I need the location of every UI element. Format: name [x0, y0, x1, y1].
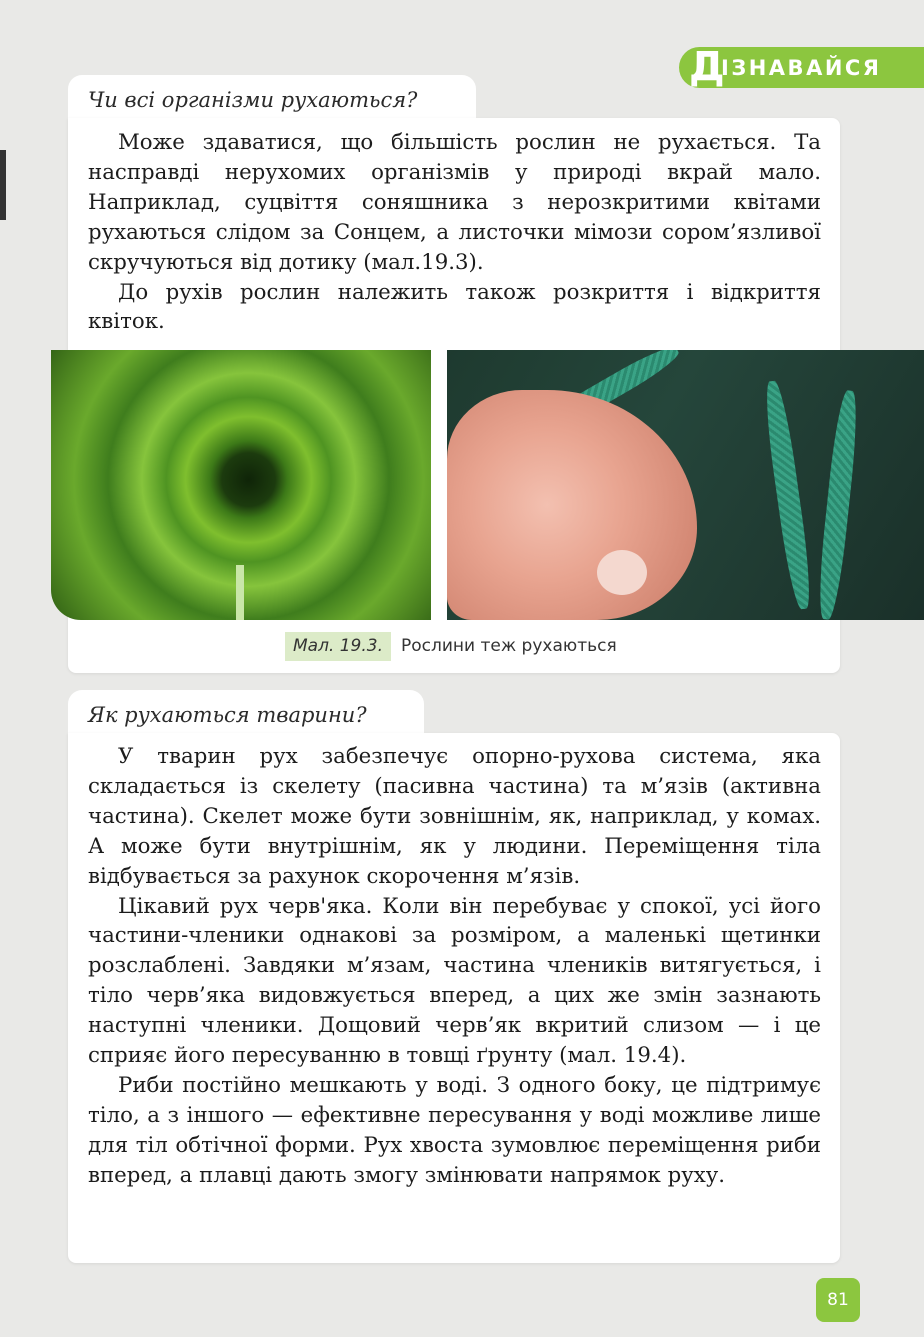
section-2-heading-tab — [68, 690, 424, 735]
section-2-paragraph: Цікавий рух черв'яка. Коли він перебуває у спокої, усі його частини-членики однакові за розміром, а маленькі щетинки розслаблені. Завдяки м’язам, частина члеників витягується, і тіло черв’яка видовжується вперед, а цих же змін зазнають наступні членики. Дощовий черв’як вкритий слизом — і це сприяє його пересуванню в товщі ґрунту (мал. 19.4). — [88, 893, 821, 1069]
sunflower-stem — [236, 565, 244, 620]
sunflower-photo — [51, 350, 431, 620]
section-1-heading-tab — [68, 75, 476, 120]
section-2-text — [88, 742, 821, 1191]
section-1-paragraph: До рухів рослин належить також розкриття і відкриття квіток. — [88, 279, 821, 335]
section-2-paragraph: У тварин рух забезпечує опорно-рухова система, яка складається із скелету (пасивна частина) та м’язів (активна частина). Скелет може бути зовнішнім, як, наприклад, у комах. А може бути внутрішнім, як у людини. Переміщення тіла відбувається за рахунок скорочення м’язів. — [88, 744, 821, 889]
hand — [447, 390, 697, 620]
section-1-text — [88, 128, 821, 337]
page-number: 81 — [816, 1278, 860, 1322]
badge-first-letter: Д — [689, 44, 725, 90]
figure-caption-text: Рослини теж рухаються — [401, 636, 617, 656]
thumbnail — [597, 550, 647, 595]
section-1-heading: Чи всі організми рухаються? — [88, 88, 418, 112]
mimosa-leaf — [761, 380, 815, 611]
section-2-heading: Як рухаються тварини? — [88, 703, 367, 727]
learn-badge — [679, 44, 924, 90]
mimosa-photo — [447, 350, 924, 620]
figure-label: Мал. 19.3. — [285, 632, 391, 661]
badge-text: ІЗНАВАЙСЯ — [721, 56, 882, 80]
section-1-paragraph: Може здаватися, що більшість рослин не рухається. Та насправді нерухомих організмів у природі вкрай мало. Наприклад, суцвіття соняшника з нерозкритими квітами рухаються слідом за Сонцем, а листочки мімози сором’язливої скручуються від дотику (мал.19.3). — [88, 130, 821, 275]
section-2-paragraph: Риби постійно мешкають у воді. З одного боку, це підтримує тіло, а з іншого — ефективне пересування у воді можливе лише для тіл обтічної форми. Рух хвоста зумовлює переміщення риби вперед, а плавці дають змогу змінювати напрямок руху. — [88, 1072, 821, 1188]
mimosa-leaf — [815, 389, 861, 620]
page-edge-mark — [0, 150, 6, 220]
